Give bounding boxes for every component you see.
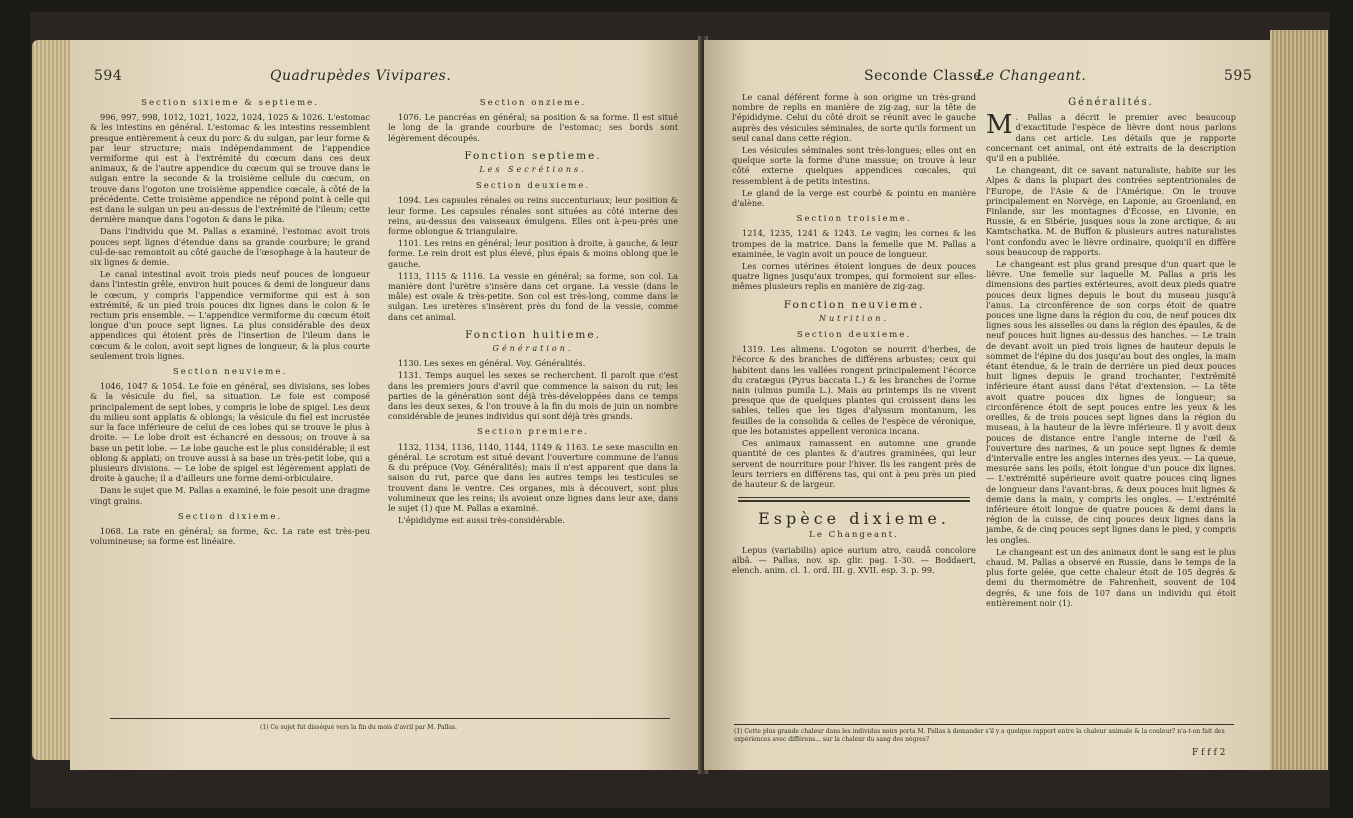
footnote-rule [110,718,670,719]
fonction-title: Fonction septieme. [464,149,602,162]
paragraph: Le changeant, dit ce savant naturaliste, habite sur les Alpes & dans la plupart des contrées septentrionales de l'Europe, de l'Asie & de l'Amérique. On le trouve principalement en Norvège, en Laponie, au Groenland, en Finlande, sur les montagnes d'Écosse, en Livonie, en Russie, & en Sibérie, jusques sous la zone arctique, & au Kamtschatka. M. de Buffon & plusieurs autres naturalistes l'ont confondu avec le lièvre ordinaire, quoiqu'il en diffère sous beaucoup de rapports. [986,165,1236,257]
paragraph: M . Pallas a décrit le premier avec beaucoup d'exactitude l'espèce de lièvre dont nous parlons dans cet article. Les détails que je rapporte concernant cet animal, ont été extraits de la description qu'il en a publiée. [986,110,1236,164]
paragraph: 1319. Les alimens. L'ogoton se nourrit d'herbes, de l'écorce & des branches de différens arbustes; ceux qui habitent dans les vallées rongent principalement l'écorce du cratægus (Pyrus baccata L.) & les branches de l'orme nain (ulmus pumila L.). Mais au printemps ils ne vivent presque que de quelques plantes qui croissent dans les sables, telles que les tiges d'alyssum montanum, les feuilles de la consolida & celles de l'espèce de véronique, que les botanistes appellent veronica incana. [732,344,976,436]
section-title: Section neuvieme. [172,367,288,378]
double-rule-bottom [738,500,970,502]
section-title: Section sixieme & septieme. [141,98,319,108]
fonction-title: Fonction neuvieme. [783,298,925,311]
paragraph: Le changeant est plus grand presque d'un quart que le lièvre. Une femelle sur laquelle M. Pallas a pris les dimensions des parties extérieures, avoit deux pieds quatre pouces deux lignes depuis le bout du museau jusqu'à l'anus. La circonférence de son corps étoit de quatre pouces une ligne dans la région du cou, de neuf pouces dix lignes sous les aisselles ou dans la région des épaules, & de neuf pouces huit lignes au-dessus des hanches. — Le train de devant avoit un pied trois lignes de hauteur depuis le sommet de l'épine du dos jusqu'au bout des ongles, la main étant étendue, & le train de derrière un pied deux pouces huit lignes depuis le grand trochanter, l'extrémité inférieure étant aussi dans l'état d'extension. — La tête avoit quatre pouces dix lignes de longueur; sa circonférence étoit de sept pouces entre les yeux & les oreilles, & de trois pouces sept lignes dans la région du museau, à la hauteur de la lèvre inférieure. Il y avoit deux pouces de distance entre l'angle interne de l'œil & l'ouverture des narines, & un pouce sept lignes & demie d'intervalle entre les angles internes des yeux. — La queue, mesurée sans les poils, étoit longue d'un pouce dix lignes. — L'extrémité supérieure avoit quatre pouces cinq lignes de longueur dans l'avant-bras, & deux pouces huit lignes & demie dans la main, y compris les ongles. — L'extrémité inférieure étoit longue de quatre pouces & demi dans la région de la cuisse, de cinq pouces deux lignes dans la jambe, & de cinq pouces sept lignes dans le pied, y compris les ongles. [986,259,1236,545]
left-running-title: Quadrupèdes Vivipares. [270,68,452,84]
left-column-1 [90,92,370,712]
paragraph: Les cornes utérines étoient longues de deux pouces quatre lignes jusqu'aux trompes, qui formoient sur elles-mêmes plusieurs replis en manière de zig-zag. [732,261,976,292]
generalites-title: Généralités. [1068,97,1154,108]
section-title: Section premiere. [476,427,590,438]
paragraph: Ces animaux ramassent en automne une grande quantité de ces plantes & d'autres graminées, qui leur servent de nourriture pour l'hiver. Ils les rangent près de leurs terriers en différens tas, qui ont à peu près un pied de hauteur & de largeur. [732,438,976,489]
paragraph: Le gland de la verge est courbé & pointu en manière d'alène. [732,187,976,209]
right-column-2 [986,92,1236,722]
paragraph: 1101. Les reins en général; leur position à droite, à gauche, & leur forme. Le rein droit est plus élevé, plus épais & moins oblong que le gauche. [388,238,678,269]
paragraph: 1094. Les capsules rénales ou reins succenturiaux; leur position & leur forme. Les capsules rénales sont situées au côté interne des reins, au-dessus des vaisseaux émulgens. Elles ont à-peu-près une forme oblongue & triangulaire. [388,195,678,237]
right-footnote: (1) Cette plus grande chaleur dans les individus noirs porta M. Pallas à demander s'il y a quelque rapport entre la chaleur animale & la couleur? n'a-t-on fait des expériences avec différens... sur la chaleur du sang des nègres? [734,728,1225,743]
espece-synonymy: Lepus (variabilis) apice aurium atro, caudâ concolore albâ. — Pallas, nov. sp. glir. pag. 1-30. — Boddaert, elench. anim. cl. 1. ord. III. g. XVII. esp. 3. p. 99. [732,544,976,575]
double-rule-top [738,497,970,498]
espece-title: Espèce dixieme. [758,509,950,529]
fonction-subtitle: Les Secrétions. [479,165,587,175]
right-running-title-right: Le Changeant. [976,68,1087,84]
espece-name: Le Changeant. [809,530,899,541]
section-title: Section dixieme. [177,511,283,522]
paragraph: Dans le sujet que M. Pallas a examiné, le foie pesoit une dragme vingt grains. [90,485,370,506]
fonction-subtitle: Nutrition. [818,313,890,323]
fonction-title: Fonction huitieme. [465,328,601,341]
left-footnote: (1) Ce sujet fut disséqué vers la fin du mois d'avril par M. Pallas. [260,724,457,731]
paragraph: 1076. Le pancréas en général; sa position & sa forme. Il est situé le long de la grande courbure de l'estomac; ses bords sont légèrement découpés. [388,112,678,143]
left-page [70,40,700,770]
right-column-1 [732,92,976,722]
right-page-number: 595 [1224,68,1253,84]
paragraph: Le canal intestinal avoit trois pieds neuf pouces de longueur dans l'intestin grêle, environ huit pouces & demi de longueur dans le cœcum, y compris l'appendice vermiforme qui est à son extrémité, & un pied trois pouces dix lignes dans le colon & le rectum pris ensemble. — L'appendice vermiforme du cœcum étoit longue d'un pouce sept lignes. La plus considérable des deux appendices qui étoient près de l'insertion de l'ileum dans le cœcum & le colon, avoit sept lignes de longueur, & la plus courte seulement trois lignes. [90,269,370,361]
paragraph: Les vésicules séminales sont très-longues; elles ont en quelque sorte la forme d'une massue; on trouve à leur côté externe quelques appendices cœcales, qui ressemblent à de petits intestins. [732,145,976,186]
paragraph: L'épididyme est aussi très-considérable. [398,515,565,526]
section-title: Section troisieme. [796,214,912,225]
paragraph: 1214, 1235, 1241 & 1243. Le vagin; les cornes & les trompes de la matrice. Dans la femelle que M. Pallas a examinée, le vagin avoit un pouce de longueur. [732,228,976,259]
drop-cap: M [986,110,1013,141]
left-column-2 [388,92,678,712]
paragraph: 1068. La rate en général; sa forme, &c. La rate est très-peu volumineuse; sa forme est linéaire. [90,525,370,547]
left-page-number: 594 [94,68,123,84]
paragraph: 1130. Les sexes en général. Voy. Généralités. [398,358,586,369]
paragraph: 1046, 1047 & 1054. Le foie en général, ses divisions, ses lobes & la vésicule du fiel, sa situation. Le foie est composé principalement de sept lobes, y compris le lobe de spigel. Les deux du milieu sont applatis & oblongs; la vésicule du fiel est incrustée sur la face inférieure de celui de ces lobes qui se trouve le plus à droite. — Le lobe droit est échancré en dessous; on trouve à sa base un petit lobe. — Le lobe gauche est le plus considérable; il est oblong & applati; on trouve aussi à sa base un très-petit lobe, qui a plusieurs divisions. — Le lobe de spigel est légèrement applati de droite à gauche; il a d'ailleurs une forme demi-orbiculaire. [90,381,370,484]
paragraph: Dans l'individu que M. Pallas a examiné, l'estomac avoit trois pouces sept lignes d'étendue dans sa grande courbure; le grand cul-de-sac remontoit au côté gauche de l'œsophage à la hauteur de six lignes & demie. [90,226,370,268]
paragraph: 1131. Temps auquel les sexes se recherchent. Il paroît que c'est dans les premiers jours d'avril que commence la saison du rut; les parties de la génération sont déjà très-développées dans ce temps dans les deux sexes, & l'on trouve à la fin du mois de juin un nombre considérable de jeunes individus qui sont déjà très grands. [388,370,678,422]
paragraph: 1113, 1115 & 1116. La vessie en général; sa forme, son col. La manière dont l'urètre s'insère dans cet organe. La vessie (dans le mâle) est ovale & très-petite. Son col est très-long, comme dans le sulgan. Les uretères s'insèrent près du fond de la vessie, comme dans cet animal. [388,270,678,322]
signature-mark: F f f f 2 [1192,748,1226,758]
section-title: Section deuxieme. [475,181,591,192]
footnote-rule [734,724,1234,725]
paragraph: Le canal déférent forme à son origine un très-grand nombre de replis en manière de zig-zag, sur la tête de l'épididyme. Celui du côté droit se réunit avec le gauche auprès des vésicules séminales, de sorte qu'ils forment un seul canal dans cette région. [732,92,976,143]
paragraph: Le changeant est un des animaux dont le sang est le plus chaud. M. Pallas a observé en Russie, dans le temps de la plus forte gelée, que cette chaleur étoit de 105 degrés & demi du thermomètre de Fahrenheit, souvent de 104 degrés, & une fois de 107 dans un individu qui étoit entièrement noir (1). [986,546,1236,608]
right-running-title-left: Seconde Classe. [864,68,987,84]
paragraph: 996, 997, 998, 1012, 1021, 1022, 1024, 1025 & 1026. L'estomac & les intestins en général. L'estomac & les intestins ressemblent presque entièrement à ceux du porc & du sulgan, par leur forme & par leur structure; mais indépendamment de l'appendice vermiforme qui est à l'extrémité du cœcum dans ces deux animaux, & de l'autre appendice du cœcum qui se trouve dans le sulgan entre la seconde & la troisième cellule du cœcum, on trouve dans l'ogoton une troisième appendice cœcale, à côté de la précédente. Cette troisième appendice ne répond point à celle qui est dans le sulgan un peu au-dessus de l'extrémité de l'ileum; cette dernière manque dans l'ogoton & dans le pika. [90,112,370,225]
paragraph: 1132, 1134, 1136, 1140, 1144, 1149 & 1163. Le sexe masculin en général. Le scrotum est situé devant l'ouverture commune de l'anus & du prépuce (Voy. Généralités); mais il n'est apparent que dans la saison du rut, parce que dans les autres temps les testicules se trouvent dans le ventre. Ces organes, mis à découvert, sont plus volumineux que les reins; ils avoient onze lignes dans leur axe, dans le sujet (1) que M. Pallas a examiné. [388,441,678,513]
fonction-subtitle: Génération. [492,344,574,354]
section-title: Section onzieme. [479,98,587,108]
book-edge-right [1270,30,1328,770]
section-title: Section deuxieme. [796,330,912,341]
book-edge-left [32,40,72,760]
right-page [704,40,1270,770]
